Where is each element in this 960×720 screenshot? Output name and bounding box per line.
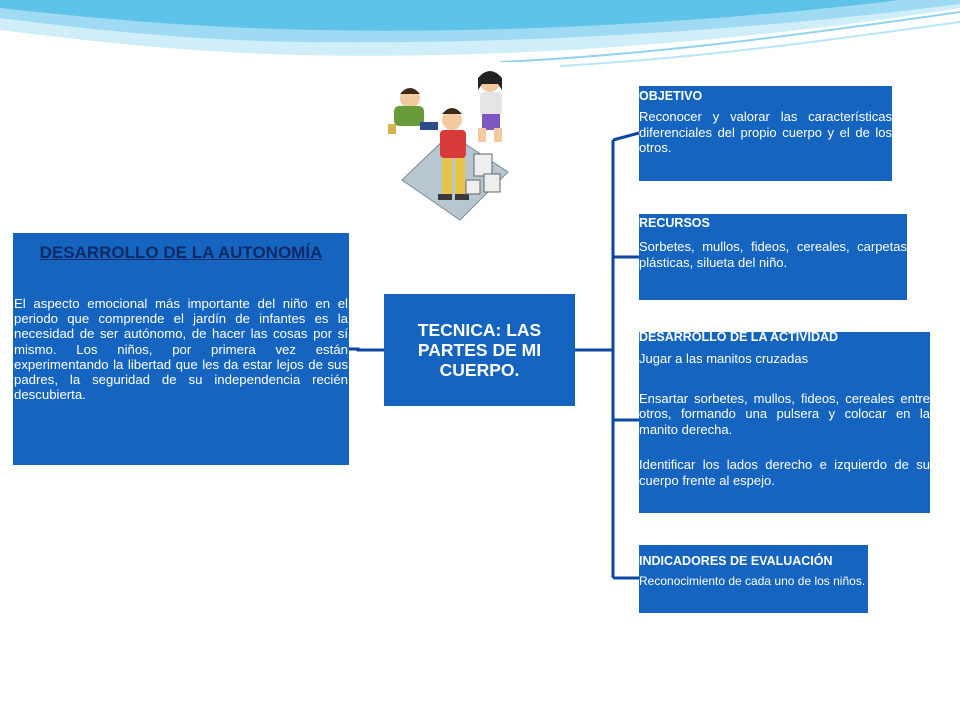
technique-title: TECNICA: LAS PARTES DE MI CUERPO. — [417, 320, 542, 380]
objetivo-title: OBJETIVO — [639, 89, 703, 103]
autonomy-description: El aspecto emocional más importante del niño en el periodo que comprende el jardín de infantes es la necesidad de ser autónomo, de hacer las cosas por sí mismo. Los niños, por primera vez están experimentando la libertad que les da estar lejos de sus padres, la seguridad de su independencia recién descubierta. — [14, 296, 348, 403]
objetivo-box — [639, 86, 892, 181]
actividad-item-1: Jugar a las manitos cruzadas — [639, 351, 809, 366]
autonomy-title: DESARROLLO DE LA AUTONOMÍA — [39, 243, 323, 262]
actividad-item-2: Ensartar sorbetes, mullos, fideos, cereales entre otros, formando una pulsera y colocar en la manito derecha. — [639, 390, 930, 437]
children-illustration-icon — [380, 62, 518, 234]
technique-box — [384, 294, 575, 406]
indicadores-title: INDICADORES DE EVALUACIÓN — [639, 554, 833, 568]
objetivo-text: Reconocer y valorar las características diferenciales del propio cuerpo y el de los otros. — [639, 109, 892, 155]
children-playing-illustration — [380, 62, 518, 234]
actividad-item-3: Identificar los lados derecho e izquierdo de su cuerpo frente al espejo. — [639, 457, 930, 488]
autonomy-box — [13, 233, 349, 465]
recursos-title: RECURSOS — [639, 216, 710, 230]
recursos-box — [639, 214, 907, 300]
indicadores-box — [639, 545, 868, 613]
indicadores-text: Reconocimiento de cada uno de los niños. — [639, 574, 866, 588]
recursos-text: Sorbetes, mullos, fideos, cereales, carpetas plásticas, silueta del niño. — [639, 239, 907, 270]
actividad-box — [639, 332, 930, 513]
actividad-title: DESARROLLO DE LA ACTIVIDAD — [639, 330, 839, 344]
